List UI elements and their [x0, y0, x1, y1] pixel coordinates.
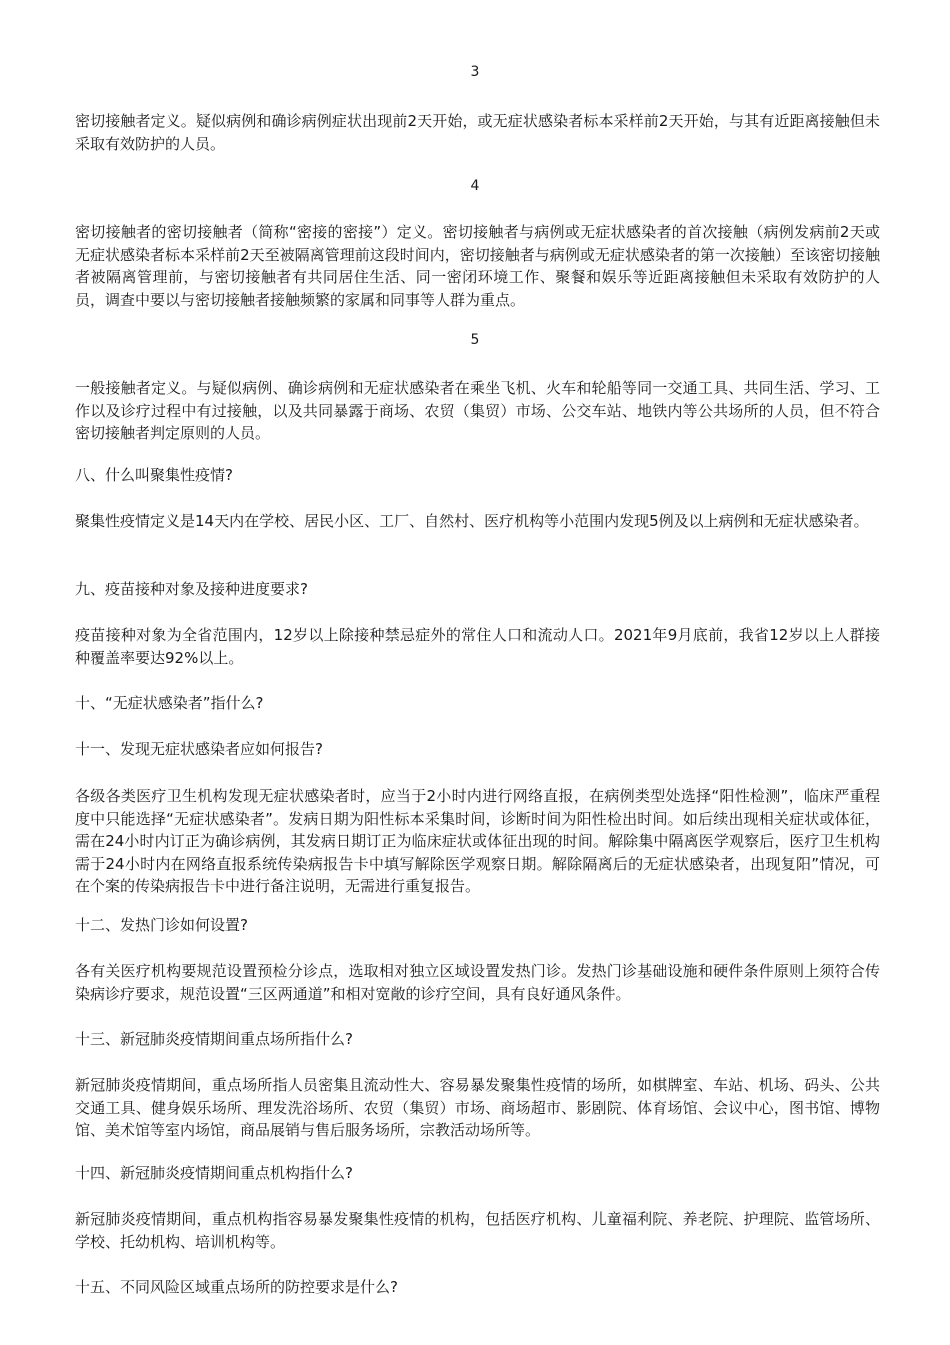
section-11-body: 各级各类医疗卫生机构发现无症状感染者时，应当于2小时内进行网络直报，在病例类型处选择“阳性检测”，临床严重程度中只能选择“无症状感染者”。发病日期为阳性标本采集时间，诊断时间为阳性检出时间。如后续出现相关症状或体征，需在24小时内订正为确诊病例，其发病日期订正为临床症状或体征出现的时间。解除集中隔离医学观察后，医疗卫生机构需于24小时内在网络直报系统传染病报告卡中填写解除医学观察日期。解除隔离后的无症状感染者，出现复阳”情况，可在个案的传染病报告卡中进行备注说明，无需进行重复报告。	[75, 787, 880, 895]
general-contact-definition: 一般接触者定义。与疑似病例、确诊病例和无症状感染者在乘坐飞机、火车和轮船等同一交通工具、共同生活、学习、工作以及诊疗过程中有过接触，以及共同暴露于商场、农贸（集贸）市场、公交车站、地铁内等公共场所的人员，但不符合密切接触者判定原则的人员。	[75, 379, 880, 442]
section-9-heading: 九、疫苗接种对象及接种进度要求?	[75, 580, 308, 598]
section-10-heading: 十、“无症状感染者”指什么?	[75, 694, 264, 712]
section-14-heading: 十四、新冠肺炎疫情期间重点机构指什么?	[75, 1164, 353, 1182]
section-11-heading: 十一、发现无症状感染者应如何报告?	[75, 740, 323, 758]
section-8-body: 聚集性疫情定义是14天内在学校、居民小区、工厂、自然村、医疗机构等小范围内发现5例及以上病例和无症状感染者。	[75, 512, 869, 530]
section-13-body: 新冠肺炎疫情期间，重点场所指人员密集且流动性大、容易暴发聚集性疫情的场所，如棋牌室、车站、机场、码头、公共交通工具、健身娱乐场所、理发洗浴场所、农贸（集贸）市场、商场超市、影剧院、体育场馆、会议中心，图书馆、博物馆、美术馆等室内场馆，商品展销与售后服务场所，宗教活动场所等。	[75, 1076, 880, 1139]
section-8-heading: 八、什么叫聚集性疫情?	[75, 466, 233, 484]
secondary-contact-definition: 密切接触者的密切接触者（简称“密接的密接”）定义。密切接触者与病例或无症状感染者的首次接触（病例发病前2天或无症状感染者标本采样前2天至被隔离管理前这段时间内，密切接触者与病例或无症状感染者的第一次接触）至该密切接触者被隔离管理前，与密切接触者有共同居住生活、同一密闭环境工作、聚餐和娱乐等近距离接触但未采取有效防护的人员，调查中要以与密切接触者接触频繁的家属和同事等人群为重点。	[75, 223, 880, 309]
section-9-body: 疫苗接种对象为全省范围内，12岁以上除接种禁忌症外的常住人口和流动人口。2021年9月底前，我省12岁以上人群接种覆盖率要达92%以上。	[75, 626, 880, 667]
item-number-5: 5	[470, 332, 480, 348]
section-14-body: 新冠肺炎疫情期间，重点机构指容易暴发聚集性疫情的机构，包括医疗机构、儿童福利院、养老院、护理院、监管场所、学校、托幼机构、培训机构等。	[75, 1210, 880, 1251]
section-12-body: 各有关医疗机构要规范设置预检分诊点，选取相对独立区域设置发热门诊。发热门诊基础设施和硬件条件原则上须符合传染病诊疗要求，规范设置“三区两通道”和相对宽敞的诊疗空间，具有良好通风条件。	[75, 962, 880, 1003]
section-13-heading: 十三、新冠肺炎疫情期间重点场所指什么?	[75, 1030, 353, 1048]
section-12-heading: 十二、发热门诊如何设置?	[75, 916, 248, 934]
close-contact-definition: 密切接触者定义。疑似病例和确诊病例症状出现前2天开始，或无症状感染者标本采样前2天开始，与其有近距离接触但未采取有效防护的人员。	[75, 112, 880, 153]
item-number-4: 4	[470, 178, 480, 194]
section-15-heading: 十五、不同风险区域重点场所的防控要求是什么?	[75, 1278, 398, 1296]
item-number-3: 3	[470, 64, 480, 80]
